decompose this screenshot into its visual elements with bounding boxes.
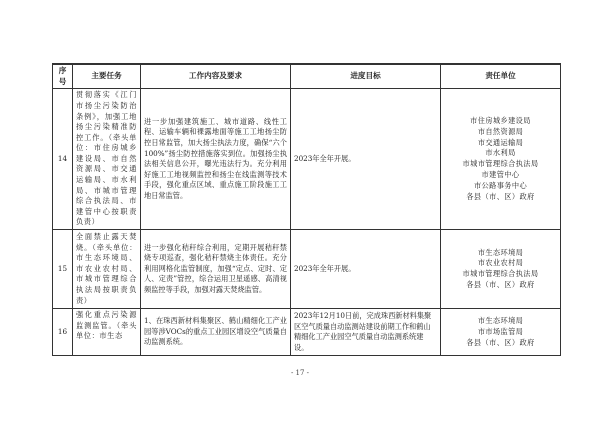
unit: 市住房城乡建设局 xyxy=(470,116,531,125)
work-content: 1、在珠西新材料集聚区、鹤山精细化工产业园等涉VOCs的重点工业园区增设空气质量自动监测系统。 xyxy=(141,309,291,356)
unit: 市市场监管局 xyxy=(477,326,524,336)
main-task: 强化重点污染源监测监管。（牵头单位：市生态 xyxy=(73,309,141,356)
page-number: - 17 - xyxy=(290,369,310,377)
unit: 市水利局 xyxy=(485,148,516,158)
progress-target: 2023年全年开展。 xyxy=(291,89,441,230)
header-index: 序号 xyxy=(53,64,73,89)
responsible-units xyxy=(441,309,561,356)
header-progress-target: 进度目标 xyxy=(291,64,441,89)
work-content: 进一步强化秸秆综合利用，定期开展秸秆禁烧专项巡查，强化秸秆禁烧主体责任。充分利用网格化监管制度，加强“定点、定时、定人、定责”管控，综合运用卫星遥感、高清视频监控等手段，加强对露天焚烧监管。 xyxy=(141,230,291,309)
table-row xyxy=(53,230,561,309)
unit: 各县（市、区）政府 xyxy=(466,337,535,347)
unit: 市农业农村局 xyxy=(477,258,524,268)
main-task: 贯彻落实《江门市扬尘污染防治条例》，加强工地扬尘污染精准防控工作。（牵头单位：市住房城乡建设局、市自然资源局、市交通运输局、市水利局、市城市管理综合执法局、市建管中心按职责负责） xyxy=(73,89,141,230)
unit: 市生态环境局 xyxy=(477,315,524,325)
row-number: 16 xyxy=(53,309,73,356)
header-work-content: 工作内容及要求 xyxy=(141,64,291,89)
unit: 市公路事务中心 xyxy=(473,180,528,190)
row-number: 15 xyxy=(53,230,73,309)
unit: 各县（市、区）政府 xyxy=(466,191,535,201)
responsible-units xyxy=(441,89,561,230)
unit: 市城市管理综合执法局 xyxy=(462,159,539,169)
unit: 各县（市、区）政府 xyxy=(466,279,535,289)
row-number: 14 xyxy=(53,89,73,230)
unit: 市城市管理综合执法局 xyxy=(462,269,539,279)
unit: 市建管中心 xyxy=(481,169,520,179)
unit: 市自然资源局 xyxy=(477,126,524,136)
responsible-units xyxy=(441,230,561,309)
task-table xyxy=(52,63,561,356)
work-content: 进一步加强建筑施工、城市道路、线性工程、运输车辆和裸露地面等施工工地扬尘防控日常监管，加大扬尘执法力度，确保“六个100%”扬尘防控措施落实到位。加强扬尘执法相关信息公开，曝光违法行为。充分利用好施工工地视频监控和扬尘在线监测等技术手段，强化重点区域、重点施工阶段施工工地日常监管。 xyxy=(141,89,291,230)
main-task: 全面禁止露天焚烧。（牵头单位：市生态环境局、市农业农村局、市城市管理综合执法局按职责负责） xyxy=(73,230,141,309)
unit: 市生态环境局 xyxy=(477,247,524,257)
table-row xyxy=(53,89,561,230)
header-main-task: 主要任务 xyxy=(73,64,141,89)
table-header-row xyxy=(53,64,561,89)
progress-target: 2023年全年开展。 xyxy=(291,230,441,309)
header-responsible-units: 责任单位 xyxy=(441,64,561,89)
unit: 市交通运输局 xyxy=(477,137,524,147)
progress-target: 2023年12月10日前，完成珠西新材料集聚区空气质量自动监测站建设前期工作和鹤山精细化工产业园空气质量自动监测系统建设。 xyxy=(291,309,441,356)
table-row xyxy=(53,309,561,356)
